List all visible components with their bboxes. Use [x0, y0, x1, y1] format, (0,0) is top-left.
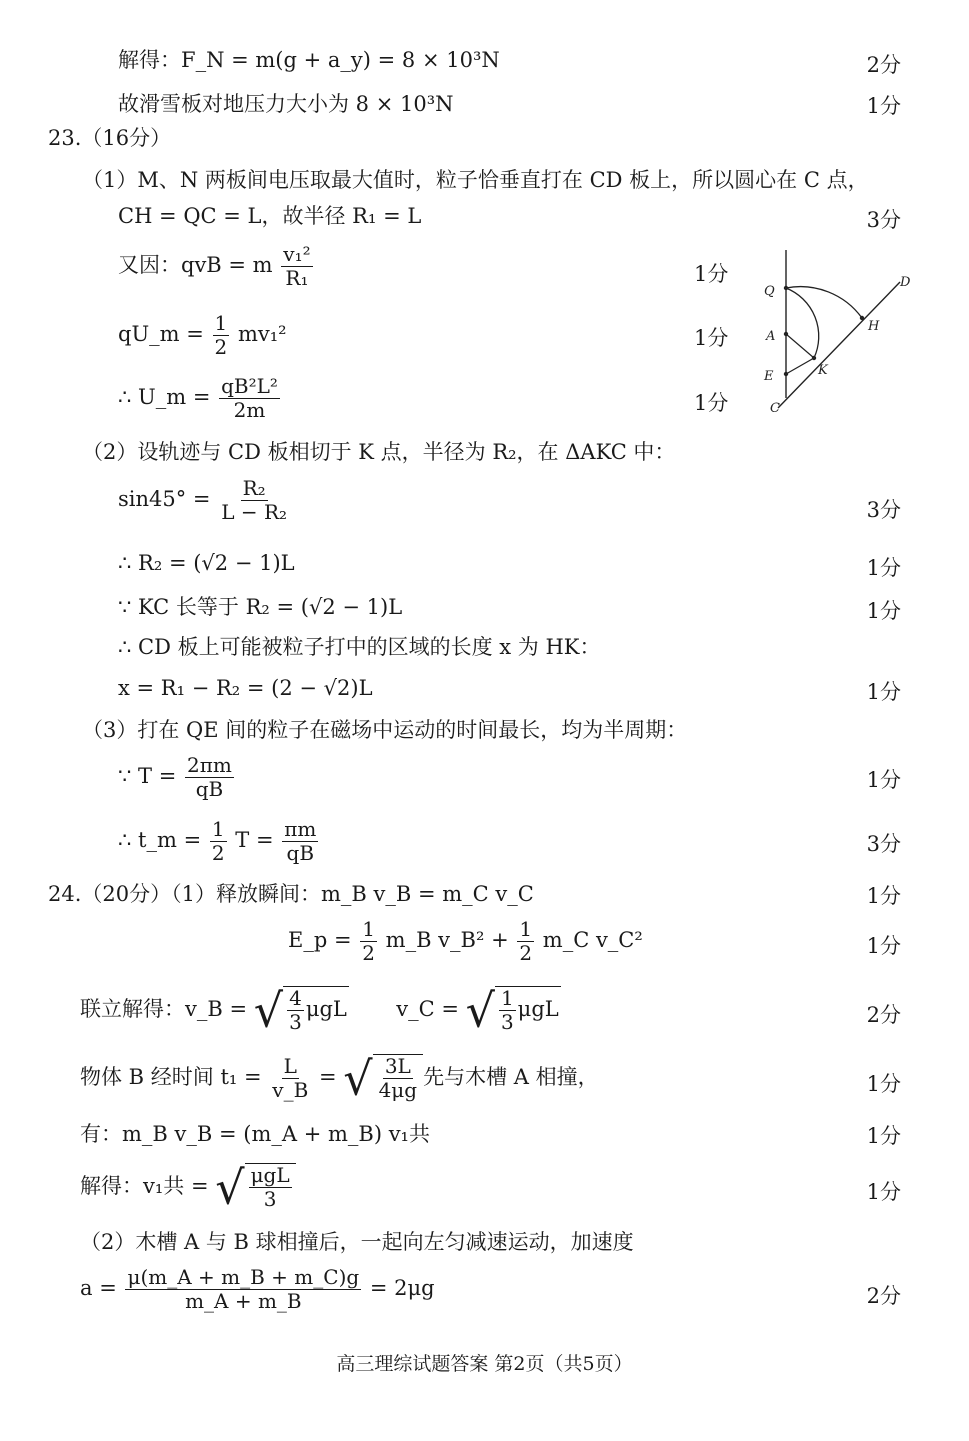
fraction	[249, 1164, 292, 1211]
score: 1分	[866, 599, 901, 623]
numerator: 3L	[384, 1054, 411, 1078]
q23-eq-lorentz	[118, 243, 315, 290]
q23-eq-energy	[118, 312, 287, 359]
sqrt-body	[245, 1163, 296, 1211]
label-a: A	[766, 329, 776, 344]
sqrt-body	[283, 986, 349, 1034]
q24-eq-momentum: m_B v_B = m_C v_C	[320, 882, 534, 906]
fraction	[213, 312, 230, 359]
q23-part2-intro: （2）设轨迹与 CD 板相切于 K 点，半径为 R₂，在 ΔAKC 中：	[82, 440, 676, 464]
numerator: μ(m_A + m_B + m_C)g	[127, 1265, 360, 1289]
score: 3分	[866, 832, 901, 856]
numerator: 1	[500, 986, 514, 1010]
sqrt-body	[373, 1054, 424, 1102]
fraction	[499, 987, 516, 1034]
eq-mid: T =	[235, 828, 274, 852]
score: 1分	[694, 262, 729, 286]
score: 1分	[866, 680, 901, 704]
fraction	[377, 1055, 420, 1102]
point-h	[860, 316, 864, 320]
q24-eq-time	[80, 1051, 599, 1106]
numerator: L	[283, 1054, 297, 1078]
fraction	[270, 1055, 310, 1102]
denominator: 3	[500, 1010, 514, 1034]
score: 1分	[866, 1072, 901, 1096]
q23-eq-um	[118, 375, 282, 422]
denominator: 2m	[233, 398, 266, 422]
eq-prefix: 解得：v₁共 =	[80, 1174, 209, 1198]
point-q	[784, 286, 788, 290]
eq-prefix: ∵ T =	[118, 764, 177, 788]
denominator: L − R₂	[221, 500, 288, 524]
q23-part3-intro: （3）打在 QE 间的粒子在磁场中运动的时间最长，均为半周期：	[82, 718, 688, 742]
q24-eq-acceleration	[80, 1266, 435, 1313]
denominator: 4μg	[378, 1078, 418, 1102]
q23-eq-tm	[118, 818, 320, 865]
arc-r1	[786, 287, 862, 318]
sqrt-body	[495, 986, 561, 1034]
segment-ek	[786, 358, 814, 374]
numerator: 1	[211, 817, 225, 841]
numerator: 1	[519, 917, 533, 941]
q23-hk-text: ∴ CD 板上可能被粒子打中的区域的长度 x 为 HK：	[118, 635, 601, 659]
denominator: qB	[286, 841, 315, 865]
eq-suffix: 先与木槽 A 相撞，	[423, 1065, 599, 1089]
eq-prefix: qU_m =	[118, 322, 204, 346]
score: 2分	[866, 1284, 901, 1308]
geometry-figure	[754, 248, 924, 418]
label-d: D	[900, 275, 911, 290]
score: 1分	[866, 934, 901, 958]
q24-eq-velocities	[80, 983, 561, 1038]
score: 1分	[866, 768, 901, 792]
radicand: μgL	[305, 997, 347, 1021]
sqrt-sign: √	[215, 1160, 245, 1215]
fraction	[517, 918, 534, 965]
denominator: m_A + m_B	[185, 1289, 302, 1313]
denominator: 2	[211, 841, 225, 865]
numerator: 1	[362, 917, 375, 941]
numerator: πm	[284, 817, 317, 841]
eq-prefix: 物体 B 经时间 t₁ =	[80, 1065, 262, 1089]
q23-radius-line: CH = QC = L，故半径 R₁ = L	[118, 204, 422, 228]
score: 1分	[694, 391, 729, 415]
q23-eq-sin45	[118, 477, 291, 524]
numerator: μgL	[250, 1163, 290, 1187]
denominator: 3	[263, 1187, 277, 1211]
score: 3分	[866, 498, 901, 522]
eq-prefix: sin45° =	[118, 487, 211, 511]
eq-prefix: ∴ U_m =	[118, 385, 211, 409]
solution-label: 解得：	[118, 48, 181, 72]
sqrt-sign: √	[253, 983, 284, 1038]
score: 2分	[866, 1003, 901, 1027]
q24-eq-energy	[288, 918, 643, 965]
eq-prefix: 又因：qvB = m	[118, 253, 273, 277]
q23-eq-period	[118, 754, 236, 801]
denominator: 2	[519, 941, 533, 965]
fraction	[360, 918, 377, 965]
score: 1分	[866, 94, 901, 118]
score: 1分	[694, 326, 729, 350]
q24-eq-v1	[80, 1160, 296, 1215]
denominator: 2	[362, 941, 375, 965]
label-k: K	[818, 363, 828, 378]
q24-title-line	[48, 884, 534, 905]
fraction	[125, 1266, 361, 1313]
q23-eq-x: x = R₁ − R₂ = (2 − √2)L	[118, 676, 373, 700]
pressure-line: 故滑雪板对地压力大小为 8 × 10³N	[118, 92, 454, 116]
q24-eq-collision: 有：m_B v_B = (m_A + m_B) v₁共	[80, 1122, 430, 1146]
score: 1分	[866, 1124, 901, 1148]
eq-mid: v_C =	[396, 997, 459, 1021]
numerator: 1	[214, 311, 228, 335]
q24-title: 24.（20分）（1）释放瞬间：	[48, 882, 321, 906]
score: 3分	[866, 208, 901, 232]
denominator: R₁	[285, 266, 309, 290]
fraction	[282, 818, 318, 865]
label-c: C	[770, 401, 780, 416]
eq-suffix: mv₁²	[237, 322, 287, 346]
energy-term-b: m_B v_B² +	[385, 928, 509, 952]
point-k	[812, 356, 816, 360]
label-e: E	[764, 369, 774, 384]
fraction	[281, 243, 312, 290]
eq-prefix: a =	[80, 1276, 117, 1300]
energy-term-c: m_C v_C²	[542, 928, 643, 952]
label-q: Q	[764, 284, 775, 299]
q23-eq-r2: ∴ R₂ = (√2 − 1)L	[118, 551, 295, 575]
fraction	[219, 477, 289, 524]
label-h: H	[868, 319, 880, 334]
fraction	[287, 987, 304, 1034]
q23-part1-intro: （1）M、N 两板间电压取最大值时，粒子恰垂直打在 CD 板上，所以圆心在 C 点，	[82, 168, 869, 192]
solution-line-fn	[118, 50, 500, 71]
fraction	[210, 818, 227, 865]
eq-prefix: ∴ t_m =	[118, 828, 202, 852]
denominator: v_B	[272, 1078, 309, 1102]
sqrt-sign: √	[465, 983, 495, 1038]
segment-ak	[786, 334, 814, 358]
point-a	[784, 332, 788, 336]
board-cd-line	[778, 282, 900, 408]
numerator: v₁²	[283, 242, 311, 266]
fraction	[185, 754, 234, 801]
denominator: 3	[289, 1010, 302, 1034]
radicand: μgL	[517, 997, 559, 1021]
eq-prefix: 联立解得：v_B =	[80, 997, 248, 1021]
fn-equation: F_N = m(g + a_y) = 8 × 10³N	[181, 48, 500, 72]
score: 1分	[866, 1180, 901, 1204]
numerator: 4	[289, 986, 302, 1010]
denominator: qB	[195, 777, 224, 801]
point-e	[784, 372, 788, 376]
q24-part2-intro: （2）木槽 A 与 B 球相撞后，一起向左匀减速运动，加速度	[80, 1230, 634, 1254]
fraction	[219, 375, 280, 422]
denominator: 2	[214, 335, 228, 359]
numerator: 2πm	[187, 753, 232, 777]
q23-eq-kc: ∵ KC 长等于 R₂ = (√2 − 1)L	[118, 595, 403, 619]
numerator: qB²L²	[221, 374, 278, 398]
numerator: R₂	[242, 476, 266, 500]
eq-suffix: = 2μg	[369, 1276, 435, 1300]
q23-title: 23.（16分）	[48, 126, 172, 150]
score: 1分	[866, 884, 901, 908]
eq-equals: =	[318, 1065, 337, 1089]
score: 1分	[866, 556, 901, 580]
score: 2分	[866, 53, 901, 77]
sqrt-sign: √	[343, 1051, 373, 1106]
eq-prefix: E_p =	[288, 928, 352, 952]
page-footer: 高三理综试题答案 第2页（共5页）	[336, 1353, 633, 1375]
